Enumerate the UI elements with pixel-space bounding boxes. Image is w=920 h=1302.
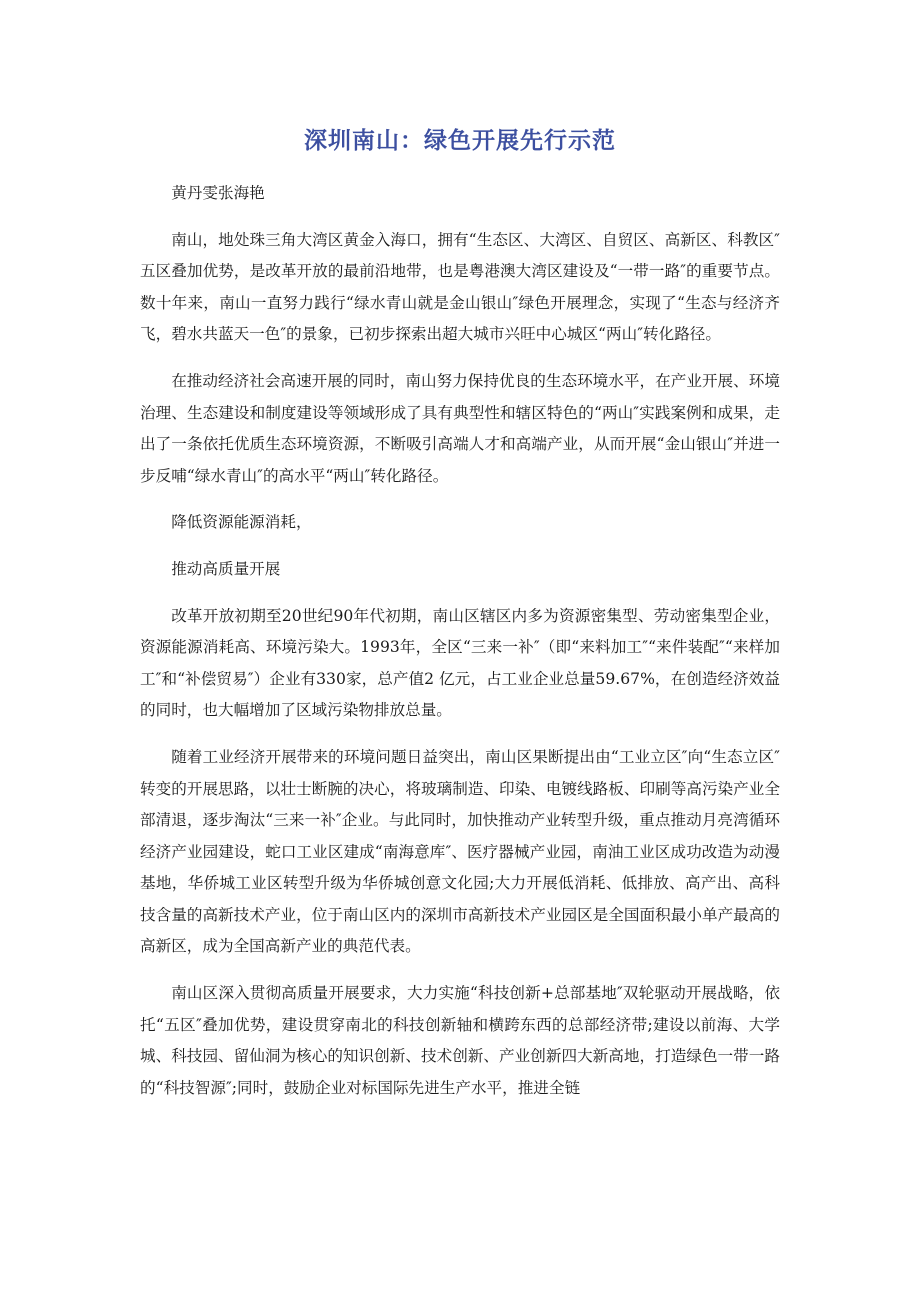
article-body: [140, 178, 780, 1119]
paragraph: 在推动经济社会高速开展的同时，南山努力保持优良的生态环境水平，在产业开展、环境治理、生态建设和制度建设等领域形成了具有典型性和辖区特色的“两山″实践案例和成果，走出了一条依托优质生态环境资源，不断吸引高端人才和高端产业，从而开展“金山银山″并进一步反哺“绿水青山″的高水平“两山″转化路径。: [140, 371, 780, 485]
paragraph: 南山区深入贯彻高质量开展要求，大力实施“科技创新+总部基地″双轮驱动开展战略，依托“五区″叠加优势，建设贯穿南北的科技创新轴和横跨东西的总部经济带;建设以前海、大学城、科技园、留仙洞为核心的知识创新、技术创新、产业创新四大新高地，打造绿色一带一路的“科技智源″;同时，鼓励企业对标国际先进生产水平，推进全链: [140, 984, 780, 1097]
article-title: 深圳南山：绿色开展先行示范: [304, 128, 616, 154]
section-heading: 降低资源能源消耗，: [171, 513, 312, 532]
paragraph: 改革开放初期至20世纪90年代初期，南山区辖区内多为资源密集型、劳动密集型企业，资源能源消耗高、环境污染大。1993年，全区“三来一补″（即“来料加工″“来件装配″“来样加工″和“补偿贸易″）企业有330家，总产值2 亿元，占工业企业总量59.67%，在创造经济效益的同时，也大幅增加了区域污染物排放总量。: [140, 606, 780, 720]
author-line: 黄丹雯张海艳: [171, 184, 265, 202]
paragraph: 随着工业经济开展带来的环境问题日益突出，南山区果断提出由“工业立区″向“生态立区″转变的开展思路，以壮士断腕的决心，将玻璃制造、印染、电镀线路板、印刷等高污染产业全部清退，逐步淘汰“三来一补″企业。与此同时，加快推动产业转型升级，重点推动月亮湾循环经济产业园建设，蛇口工业区建成“南海意库″、医疗器械产业园，南油工业区成功改造为动漫基地，华侨城工业区转型升级为华侨城创意文化园;大力开展低消耗、低排放、高产出、高科技含量的高新技术产业，位于南山区内的深圳市高新技术产业园区是全国面积最小单产最高的高新区，成为全国高新产业的典范代表。: [140, 747, 780, 956]
section-heading: 推动高质量开展: [171, 559, 281, 578]
paragraph: 南山，地处珠三角大湾区黄金入海口，拥有“生态区、大湾区、自贸区、高新区、科教区″五区叠加优势，是改革开放的最前沿地带，也是粤港澳大湾区建设及“一带一路″的重要节点。数十年来，南山一直努力践行“绿水青山就是金山银山″绿色开展理念，实现了“生态与经济齐飞，碧水共蓝天一色″的景象，已初步探索出超大城市兴旺中心城区“两山″转化路径。: [140, 230, 780, 344]
